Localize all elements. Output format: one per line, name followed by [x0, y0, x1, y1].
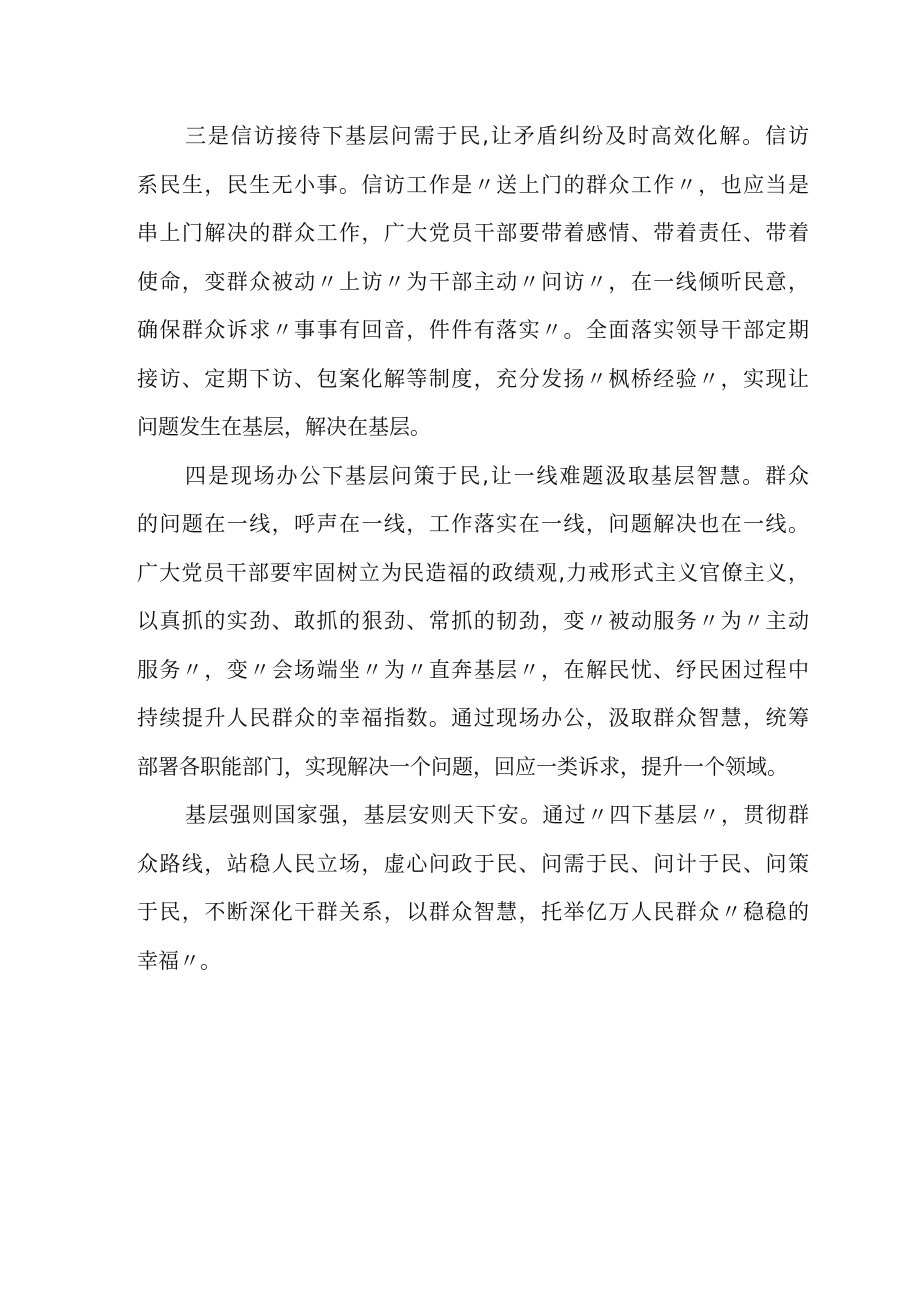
text-line: 幸福〃。: [137, 948, 221, 973]
text-line: 众路线，站稳人民立场，虚心问政于民、问需于民、问计于民、问策: [137, 851, 809, 876]
text-line: 系民生，民生无小事。信访工作是〃送上门的群众工作〃，也应当是: [137, 172, 809, 197]
text-line: 串上门解决的群众工作，广大党员干部要带着感情、带着责任、带着: [137, 221, 809, 245]
text-line: 于民，不断深化干群关系，以群众智慧，托举亿万人民群众〃稳稳的: [137, 900, 809, 924]
text-line: 接访、定期下访、包案化解等制度，充分发扬〃枫桥经验〃，实现让: [137, 366, 809, 391]
text-line: 问题发生在基层，解决在基层。: [137, 415, 431, 439]
text-line: 广大党员干部要牢固树立为民造福的政绩观,力戒形式主义官僚主义，: [137, 560, 809, 585]
text-line: 四是现场办公下基层问策于民,让一线难题汲取基层智慧。群众: [185, 463, 809, 488]
document-body: [137, 112, 809, 985]
paragraph-onsite-office: [137, 452, 809, 792]
text-line: 使命，变群众被动〃上访〃为干部主动〃问访〃，在一线倾听民意，: [137, 269, 809, 294]
text-line: 服务〃，变〃会场端坐〃为〃直奔基层〃，在解民忧、纾民困过程中: [137, 657, 809, 682]
text-line: 部署各职能部门，实现解决一个问题，回应一类诉求，提升一个领域。: [137, 754, 788, 779]
paragraph-conclusion: [137, 791, 809, 985]
text-line: 的问题在一线，呼声在一线，工作落实在一线，问题解决也在一线。: [137, 512, 809, 536]
paragraph-petition-reception: [137, 112, 809, 452]
text-line: 确保群众诉求〃事事有回音，件件有落实〃。全面落实领导干部定期: [137, 318, 809, 342]
text-line: 持续提升人民群众的幸福指数。通过现场办公，汲取群众智慧，统筹: [137, 706, 809, 730]
text-line: 以真抓的实劲、敢抓的狠劲、常抓的韧劲，变〃被动服务〃为〃主动: [137, 609, 809, 633]
text-line: 基层强则国家强，基层安则天下安。通过〃四下基层〃，贯彻群: [185, 803, 809, 827]
text-line: 三是信访接待下基层问需于民,让矛盾纠纷及时高效化解。信访: [185, 124, 809, 148]
